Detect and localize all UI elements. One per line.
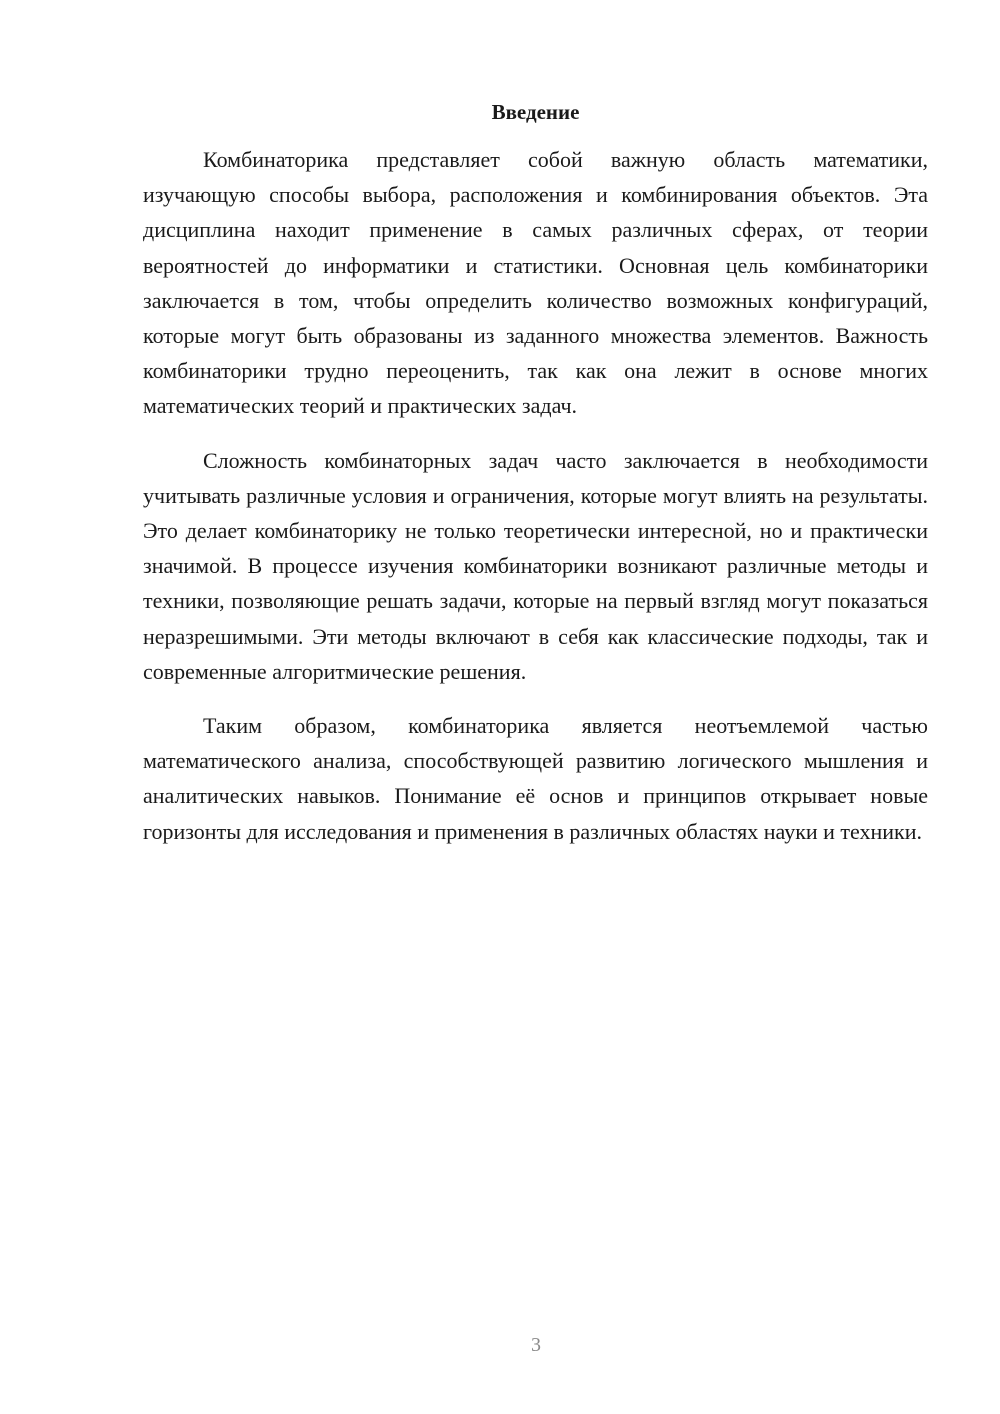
paragraph-2: Сложность комбинаторных задач часто заключается в необходимости учитывать различные условия и ограничения, которые могут влиять на результаты. Это делает комбинаторику не только теоретически интересной, но и практически значимой. В процессе изучения комбинаторики возникают различные методы и техники, позволяющие решать задачи, которые на первый взгляд могут показаться неразрешимыми. Эти методы включают в себя как классические подходы, так и современные алгоритмические решения. xyxy=(143,447,928,684)
section-heading: Введение xyxy=(491,100,580,124)
paragraph-3: Таким образом, комбинаторика является неотъемлемой частью математического анализа, способствующей развитию логического мышления и аналитических навыков. Понимание её основ и принципов открывает новые горизонты для исследования и применения в различных областях науки и техники. xyxy=(143,713,928,844)
paragraph-1: Комбинаторика представляет собой важную область математики, изучающую способы выбора, расположения и комбинирования объектов. Эта дисциплина находит применение в самых различных сферах, от теории вероятностей до информатики и статистики. Основная цель комбинаторики заключается в том, чтобы определить количество возможных конфигураций, которые могут быть образованы из заданного множества элементов. Важность комбинаторики трудно переоценить, так как она лежит в основе многих математических теорий и практических задач. xyxy=(143,147,928,419)
body-text xyxy=(143,142,928,868)
page-number: 3 xyxy=(531,1334,541,1356)
